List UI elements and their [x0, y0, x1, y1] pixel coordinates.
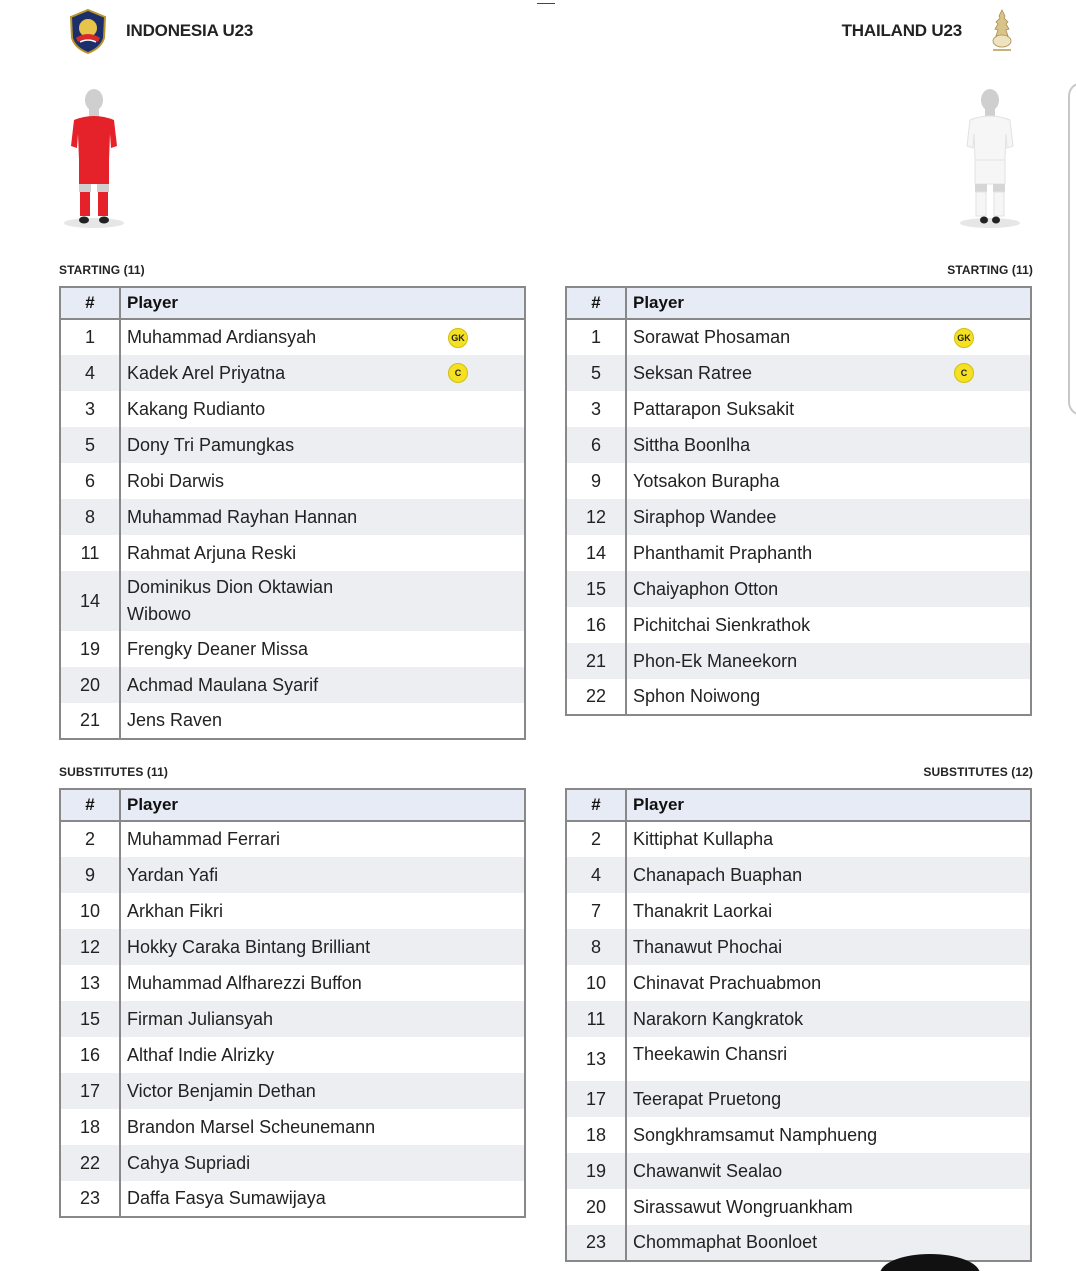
player-number: 13 — [60, 965, 120, 1001]
player-name[interactable]: Dony Tri Pamungkas — [127, 434, 295, 455]
player-name[interactable]: Frengky Deaner Missa — [127, 638, 309, 659]
fa-thailand-crest-icon — [982, 8, 1022, 54]
table-row[interactable] — [60, 703, 525, 739]
away-subs-label: SUBSTITUTES (12) — [923, 765, 1033, 779]
player-name[interactable]: Muhammad Alfharezzi Buffon — [127, 972, 362, 993]
table-row[interactable] — [60, 821, 525, 857]
player-number: 6 — [566, 427, 626, 463]
player-number: 9 — [566, 463, 626, 499]
player-name[interactable]: Kakang Rudianto — [127, 398, 266, 419]
player-name[interactable]: Sphon Noiwong — [633, 686, 761, 706]
player-number: 14 — [60, 571, 120, 631]
player-number: 19 — [566, 1153, 626, 1189]
home-subs-label: SUBSTITUTES (11) — [59, 765, 168, 779]
player-number: 4 — [566, 857, 626, 893]
player-name[interactable]: Brandon Marsel Scheunemann — [127, 1116, 376, 1137]
player-name[interactable]: Pichitchai Sienkrathok — [633, 614, 811, 635]
table-row[interactable] — [566, 1037, 1031, 1081]
table-row[interactable] — [566, 1081, 1031, 1117]
number-header: # — [566, 287, 626, 319]
away-starting-table — [565, 286, 1032, 716]
player-name[interactable]: Robi Darwis — [127, 470, 225, 491]
table-row[interactable] — [60, 1001, 525, 1037]
player-number: 16 — [60, 1037, 120, 1073]
goalkeeper-badge: GK — [954, 328, 974, 348]
player-number: 10 — [60, 893, 120, 929]
table-row[interactable] — [566, 643, 1031, 679]
home-kit-icon — [64, 86, 124, 234]
player-number: 23 — [60, 1181, 120, 1217]
player-name[interactable]: Kittiphat Kullapha — [633, 829, 774, 849]
player-number: 19 — [60, 631, 120, 667]
player-number: 9 — [60, 857, 120, 893]
player-name[interactable]: Chawanwit Sealao — [633, 1160, 783, 1181]
player-name[interactable]: Pattarapon Suksakit — [633, 398, 795, 419]
table-row[interactable] — [60, 319, 525, 355]
player-header: Player — [626, 287, 1031, 319]
player-name[interactable]: Chaiyaphon Otton — [633, 578, 779, 599]
home-team-name: INDONESIA U23 — [126, 21, 254, 40]
table-row[interactable] — [60, 965, 525, 1001]
table-row[interactable] — [566, 427, 1031, 463]
player-number: 20 — [566, 1189, 626, 1225]
table-row[interactable] — [60, 355, 525, 391]
player-name[interactable]: Victor Benjamin Dethan — [127, 1080, 316, 1101]
away-team-header[interactable] — [842, 8, 1022, 54]
table-row[interactable] — [60, 391, 525, 427]
player-number: 7 — [566, 893, 626, 929]
player-number: 21 — [60, 703, 120, 739]
table-row[interactable] — [60, 535, 525, 571]
player-number: 17 — [60, 1073, 120, 1109]
side-panel-edge[interactable] — [1068, 82, 1076, 416]
player-number: 13 — [566, 1037, 626, 1081]
table-row[interactable] — [566, 463, 1031, 499]
player-name[interactable]: Hokky Caraka Bintang Brilliant — [127, 936, 371, 957]
player-header: Player — [120, 789, 525, 821]
player-name[interactable]: Phanthamit Praphanth — [633, 542, 813, 563]
player-name[interactable]: Phon-Ek Maneekorn — [633, 650, 798, 671]
table-row[interactable] — [60, 571, 525, 631]
player-name[interactable]: Songkhramsamut Namphueng — [633, 1124, 878, 1145]
player-name[interactable]: Theekawin Chansri — [633, 1044, 788, 1064]
player-number: 6 — [60, 463, 120, 499]
player-name[interactable]: Sittha Boonlha — [633, 434, 751, 455]
player-number: 2 — [60, 821, 120, 857]
table-row[interactable] — [60, 893, 525, 929]
captain-badge: C — [954, 363, 974, 383]
player-name[interactable]: Muhammad Ferrari — [127, 829, 281, 849]
player-name[interactable]: Rahmat Arjuna Reski — [127, 542, 297, 563]
home-team-header[interactable] — [68, 8, 253, 54]
number-header: # — [566, 789, 626, 821]
player-number: 18 — [566, 1117, 626, 1153]
player-number: 16 — [566, 607, 626, 643]
player-number: 17 — [566, 1081, 626, 1117]
table-row[interactable] — [566, 607, 1031, 643]
player-name[interactable]: Chommaphat Boonloet — [633, 1232, 818, 1252]
away-starting-label: STARTING (11) — [947, 263, 1033, 277]
player-number: 14 — [566, 535, 626, 571]
player-name[interactable]: Yotsakon Burapha — [633, 470, 780, 491]
table-row[interactable] — [60, 499, 525, 535]
table-row[interactable] — [566, 1189, 1031, 1225]
table-row[interactable] — [60, 1145, 525, 1181]
table-row[interactable] — [566, 355, 1031, 391]
player-name[interactable]: Sorawat Phosaman — [633, 327, 791, 347]
player-header: Player — [120, 287, 525, 319]
table-row[interactable] — [566, 1225, 1031, 1261]
player-number: 1 — [566, 319, 626, 355]
player-number: 22 — [60, 1145, 120, 1181]
table-row[interactable] — [566, 929, 1031, 965]
captain-badge: C — [448, 363, 468, 383]
away-kit-icon — [960, 86, 1020, 234]
table-row[interactable] — [566, 1117, 1031, 1153]
table-row[interactable] — [566, 535, 1031, 571]
player-name[interactable]: Muhammad Rayhan Hannan — [127, 506, 358, 527]
player-name[interactable]: Chinavat Prachuabmon — [633, 972, 822, 993]
player-name[interactable]: Thanawut Phochai — [633, 936, 783, 957]
table-row[interactable] — [60, 857, 525, 893]
table-row[interactable] — [566, 499, 1031, 535]
player-number: 18 — [60, 1109, 120, 1145]
table-row[interactable] — [566, 319, 1031, 355]
player-name[interactable]: Jens Raven — [127, 710, 223, 730]
player-number: 8 — [60, 499, 120, 535]
table-row[interactable] — [60, 929, 525, 965]
table-row[interactable] — [566, 857, 1031, 893]
away-subs-table — [565, 788, 1032, 1262]
table-row[interactable] — [60, 1073, 525, 1109]
player-number: 3 — [566, 391, 626, 427]
player-number: 15 — [60, 1001, 120, 1037]
table-row[interactable] — [566, 1153, 1031, 1189]
table-row[interactable] — [566, 893, 1031, 929]
player-name[interactable]: Sirassawut Wongruankham — [633, 1196, 853, 1217]
player-name[interactable]: Dominikus Dion Oktawian Wibowo — [127, 577, 334, 624]
table-row[interactable] — [566, 1001, 1031, 1037]
home-starting-table — [59, 286, 526, 740]
player-number: 10 — [566, 965, 626, 1001]
player-name[interactable]: Althaf Indie Alrizky — [127, 1044, 275, 1065]
player-header: Player — [626, 789, 1031, 821]
player-number: 12 — [60, 929, 120, 965]
table-row[interactable] — [60, 427, 525, 463]
player-number: 11 — [566, 1001, 626, 1037]
player-number: 22 — [566, 679, 626, 715]
player-number: 5 — [60, 427, 120, 463]
table-row[interactable] — [60, 631, 525, 667]
table-row[interactable] — [60, 667, 525, 703]
away-team-name: THAILAND U23 — [841, 21, 962, 40]
player-number: 21 — [566, 643, 626, 679]
player-number: 12 — [566, 499, 626, 535]
top-handle — [537, 3, 555, 4]
player-name[interactable]: Cahya Supriadi — [127, 1152, 251, 1173]
player-number: 1 — [60, 319, 120, 355]
player-name[interactable]: Yardan Yafi — [127, 864, 219, 885]
player-number: 15 — [566, 571, 626, 607]
player-number: 23 — [566, 1225, 626, 1261]
number-header: # — [60, 789, 120, 821]
player-name[interactable]: Daffa Fasya Sumawijaya — [127, 1188, 326, 1208]
player-number: 11 — [60, 535, 120, 571]
player-name[interactable]: Teerapat Pruetong — [633, 1088, 782, 1109]
player-name[interactable]: Chanapach Buaphan — [633, 864, 803, 885]
home-starting-label: STARTING (11) — [59, 263, 145, 277]
table-row[interactable] — [60, 1109, 525, 1145]
player-name[interactable]: Seksan Ratree — [633, 362, 753, 383]
player-name[interactable]: Achmad Maulana Syarif — [127, 674, 319, 695]
player-number: 5 — [566, 355, 626, 391]
player-number: 8 — [566, 929, 626, 965]
number-header: # — [60, 287, 120, 319]
table-row[interactable] — [60, 1037, 525, 1073]
player-name[interactable]: Siraphop Wandee — [633, 506, 777, 527]
table-row[interactable] — [566, 571, 1031, 607]
player-name[interactable]: Narakorn Kangkratok — [633, 1008, 804, 1029]
player-number: 2 — [566, 821, 626, 857]
player-name[interactable]: Firman Juliansyah — [127, 1008, 274, 1029]
player-number: 4 — [60, 355, 120, 391]
player-name[interactable]: Arkhan Fikri — [127, 900, 224, 921]
player-name[interactable]: Kadek Arel Priyatna — [127, 362, 286, 383]
table-row[interactable] — [60, 1181, 525, 1217]
table-row[interactable] — [566, 679, 1031, 715]
goalkeeper-badge: GK — [448, 328, 468, 348]
pssi-crest-icon — [68, 8, 108, 54]
home-subs-table — [59, 788, 526, 1218]
player-name[interactable]: Thanakrit Laorkai — [633, 900, 773, 921]
player-number: 20 — [60, 667, 120, 703]
player-name[interactable]: Muhammad Ardiansyah — [127, 327, 317, 347]
table-row[interactable] — [566, 391, 1031, 427]
player-number: 3 — [60, 391, 120, 427]
table-row[interactable] — [566, 965, 1031, 1001]
table-row[interactable] — [60, 463, 525, 499]
table-row[interactable] — [566, 821, 1031, 857]
